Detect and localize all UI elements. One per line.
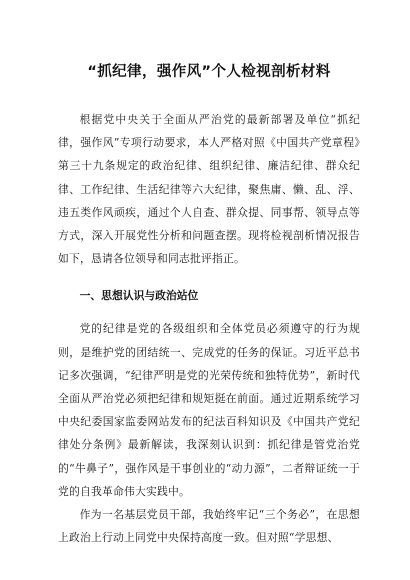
- document-title: “抓纪律，强作风”个人检视剖析材料: [87, 64, 331, 80]
- body-paragraph-1: 党的纪律是党的各级组织和全体党员必须遵守的行为规则，是维护党的团结统一、完成党的任务的保证。习近平总书记多次强调，“纪律严明是党的光荣传统和独特优势”，新时代全面从严治党必须把纪律和规矩挺在前面。通过近期系统学习中央纪委国家监委网站发布的纪法百科知识及《中国共产党纪律处分条例》最新解读，我深刻认识到：抓纪律是管党治党的“牛鼻子”，强作风是干事创业的“动力源”，二者辩证统一于党的自我革命伟大实践中。: [58, 322, 360, 498]
- body-paragraph-2: 作为一名基层党员干部，我始终牢记“三个务必”，在思想上政治上行动上同党中央保持高度一致。但对照“学思想、: [58, 508, 360, 545]
- intro-paragraph: 根据党中央关于全面从严治党的最新部署及单位“抓纪律，强作风”专项行动要求，本人严格对照《中国共产党章程》第三十九条规定的政治纪律、组织纪律、廉洁纪律、群众纪律、工作纪律、生活纪律等六大纪律，聚焦庸、懒、乱、浮、违五类作风顽疾，通过个人自查、群众提、同事帮、领导点等方式，深入开展党性分析和问题查摆。现将检视剖析情况报告如下，恳请各位领导和同志批评指正。: [58, 113, 360, 266]
- spacer: [58, 270, 360, 280]
- section-heading: 一、思想认识与政治站位: [79, 289, 199, 303]
